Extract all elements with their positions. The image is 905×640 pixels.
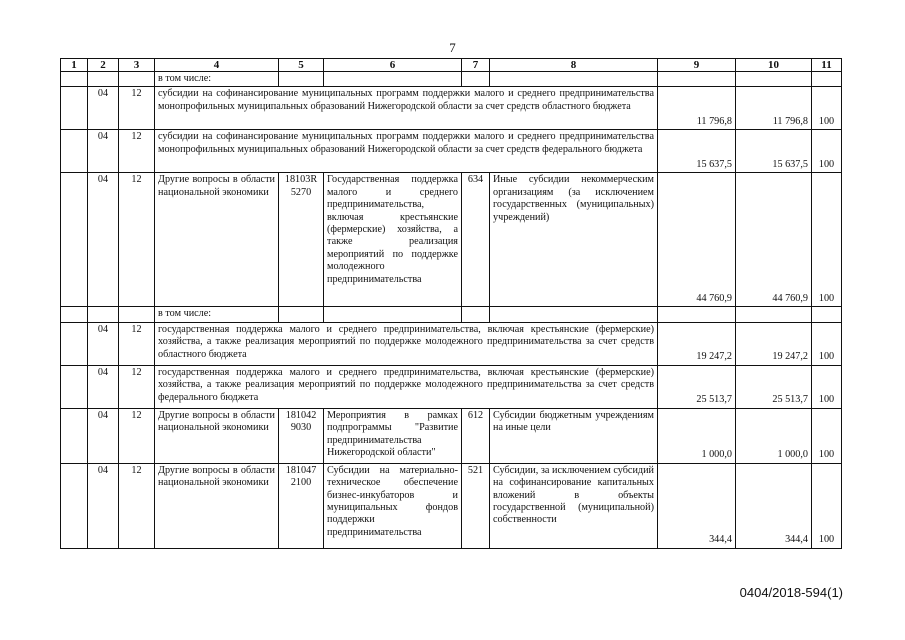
cell-subsection: 12	[119, 130, 155, 173]
cell-section: 04	[88, 130, 119, 173]
col-header: 3	[119, 59, 155, 72]
cell-subsection: 12	[119, 87, 155, 130]
cell-planned: 11 796,8	[658, 87, 736, 130]
cell-target-name: Субсидии на материально-техническое обеспечение бизнес-инкубаторов и муниципальных фондов поддержки предпринимательства	[324, 463, 462, 548]
cell-percent: 100	[812, 173, 842, 307]
cell-target-code: 181047 2100	[279, 463, 324, 548]
cell-planned: 344,4	[658, 463, 736, 548]
col-header: 11	[812, 59, 842, 72]
table-row	[61, 365, 842, 408]
col-header: 6	[324, 59, 462, 72]
table-row	[61, 307, 842, 322]
col-header: 2	[88, 59, 119, 72]
cell-percent: 100	[812, 130, 842, 173]
cell-executed: 44 760,9	[736, 173, 812, 307]
cell-subsection: 12	[119, 173, 155, 307]
table-row	[61, 322, 842, 365]
table-row	[61, 87, 842, 130]
table-row	[61, 72, 842, 87]
cell-section: 04	[88, 365, 119, 408]
cell-percent: 100	[812, 365, 842, 408]
cell-expense-name: Субсидии бюджетным учреждениям на иные цели	[490, 408, 658, 463]
cell-executed: 1 000,0	[736, 408, 812, 463]
cell-subsection: 12	[119, 322, 155, 365]
table-row	[61, 463, 842, 548]
cell-description: государственная поддержка малого и среднего предпринимательства, включая крестьянские (фермерские) хозяйства, а также реализация мероприятий по поддержке молодежного предпринимательства за счет средств федерального бюджета	[155, 365, 658, 408]
cell-planned: 19 247,2	[658, 322, 736, 365]
col-header: 5	[279, 59, 324, 72]
row-label: в том числе:	[155, 307, 279, 322]
cell-target-code: 181042 9030	[279, 408, 324, 463]
document-code: 0404/2018-594(1)	[739, 585, 843, 600]
cell-subsection: 12	[119, 408, 155, 463]
cell-planned: 15 637,5	[658, 130, 736, 173]
cell-percent: 100	[812, 322, 842, 365]
col-header: 10	[736, 59, 812, 72]
cell-expense-code: 634	[462, 173, 490, 307]
cell-subsection: 12	[119, 365, 155, 408]
cell-section-name: Другие вопросы в области национальной экономики	[155, 408, 279, 463]
col-header: 1	[61, 59, 88, 72]
cell-planned: 25 513,7	[658, 365, 736, 408]
cell-section: 04	[88, 463, 119, 548]
cell-section: 04	[88, 173, 119, 307]
cell-section: 04	[88, 322, 119, 365]
cell-executed: 11 796,8	[736, 87, 812, 130]
cell-percent: 100	[812, 87, 842, 130]
cell-target-name: Государственная поддержка малого и среднего предпринимательства, включая крестьянские (фермерские) хозяйства, а также реализация мероприятий по поддержке молодежного предпринимательства	[324, 173, 462, 307]
cell-description: субсидии на софинансирование муниципальных программ поддержки малого и среднего предпринимательства монопрофильных муниципальных образований Нижегородской области за счет средств федерального бюджета	[155, 130, 658, 173]
col-header: 8	[490, 59, 658, 72]
cell-description: субсидии на софинансирование муниципальных программ поддержки малого и среднего предпринимательства монопрофильных муниципальных образований Нижегородской области за счет средств областного бюджета	[155, 87, 658, 130]
table-row	[61, 173, 842, 307]
cell-expense-name: Субсидии, за исключением субсидий на софинансирование капитальных вложений в объекты государственной (муниципальной) собственности	[490, 463, 658, 548]
header-row	[61, 59, 842, 72]
cell-percent: 100	[812, 408, 842, 463]
cell-expense-name: Иные субсидии некоммерческим организациям (за исключением государственных (муниципальных) учреждений)	[490, 173, 658, 307]
cell-expense-code: 612	[462, 408, 490, 463]
col-header: 7	[462, 59, 490, 72]
cell-executed: 25 513,7	[736, 365, 812, 408]
cell-section-name: Другие вопросы в области национальной экономики	[155, 463, 279, 548]
cell-percent: 100	[812, 463, 842, 548]
cell-section: 04	[88, 87, 119, 130]
cell-executed: 19 247,2	[736, 322, 812, 365]
page-number: 7	[449, 40, 456, 55]
budget-table	[60, 58, 842, 549]
col-header: 9	[658, 59, 736, 72]
cell-executed: 344,4	[736, 463, 812, 548]
cell-expense-code: 521	[462, 463, 490, 548]
cell-planned: 44 760,9	[658, 173, 736, 307]
col-header: 4	[155, 59, 279, 72]
cell-subsection: 12	[119, 463, 155, 548]
cell-description: государственная поддержка малого и среднего предпринимательства, включая крестьянские (фермерские) хозяйства, а также реализация мероприятий по поддержке молодежного предпринимательства за счет средств областного бюджета	[155, 322, 658, 365]
cell-target-name: Мероприятия в рамках подпрограммы "Развитие предпринимательства Нижегородской области"	[324, 408, 462, 463]
table-row	[61, 408, 842, 463]
cell-section: 04	[88, 408, 119, 463]
cell-section-name: Другие вопросы в области национальной экономики	[155, 173, 279, 307]
cell-target-code: 18103R 5270	[279, 173, 324, 307]
cell-executed: 15 637,5	[736, 130, 812, 173]
row-label: в том числе:	[155, 72, 279, 87]
cell-planned: 1 000,0	[658, 408, 736, 463]
table-row	[61, 130, 842, 173]
